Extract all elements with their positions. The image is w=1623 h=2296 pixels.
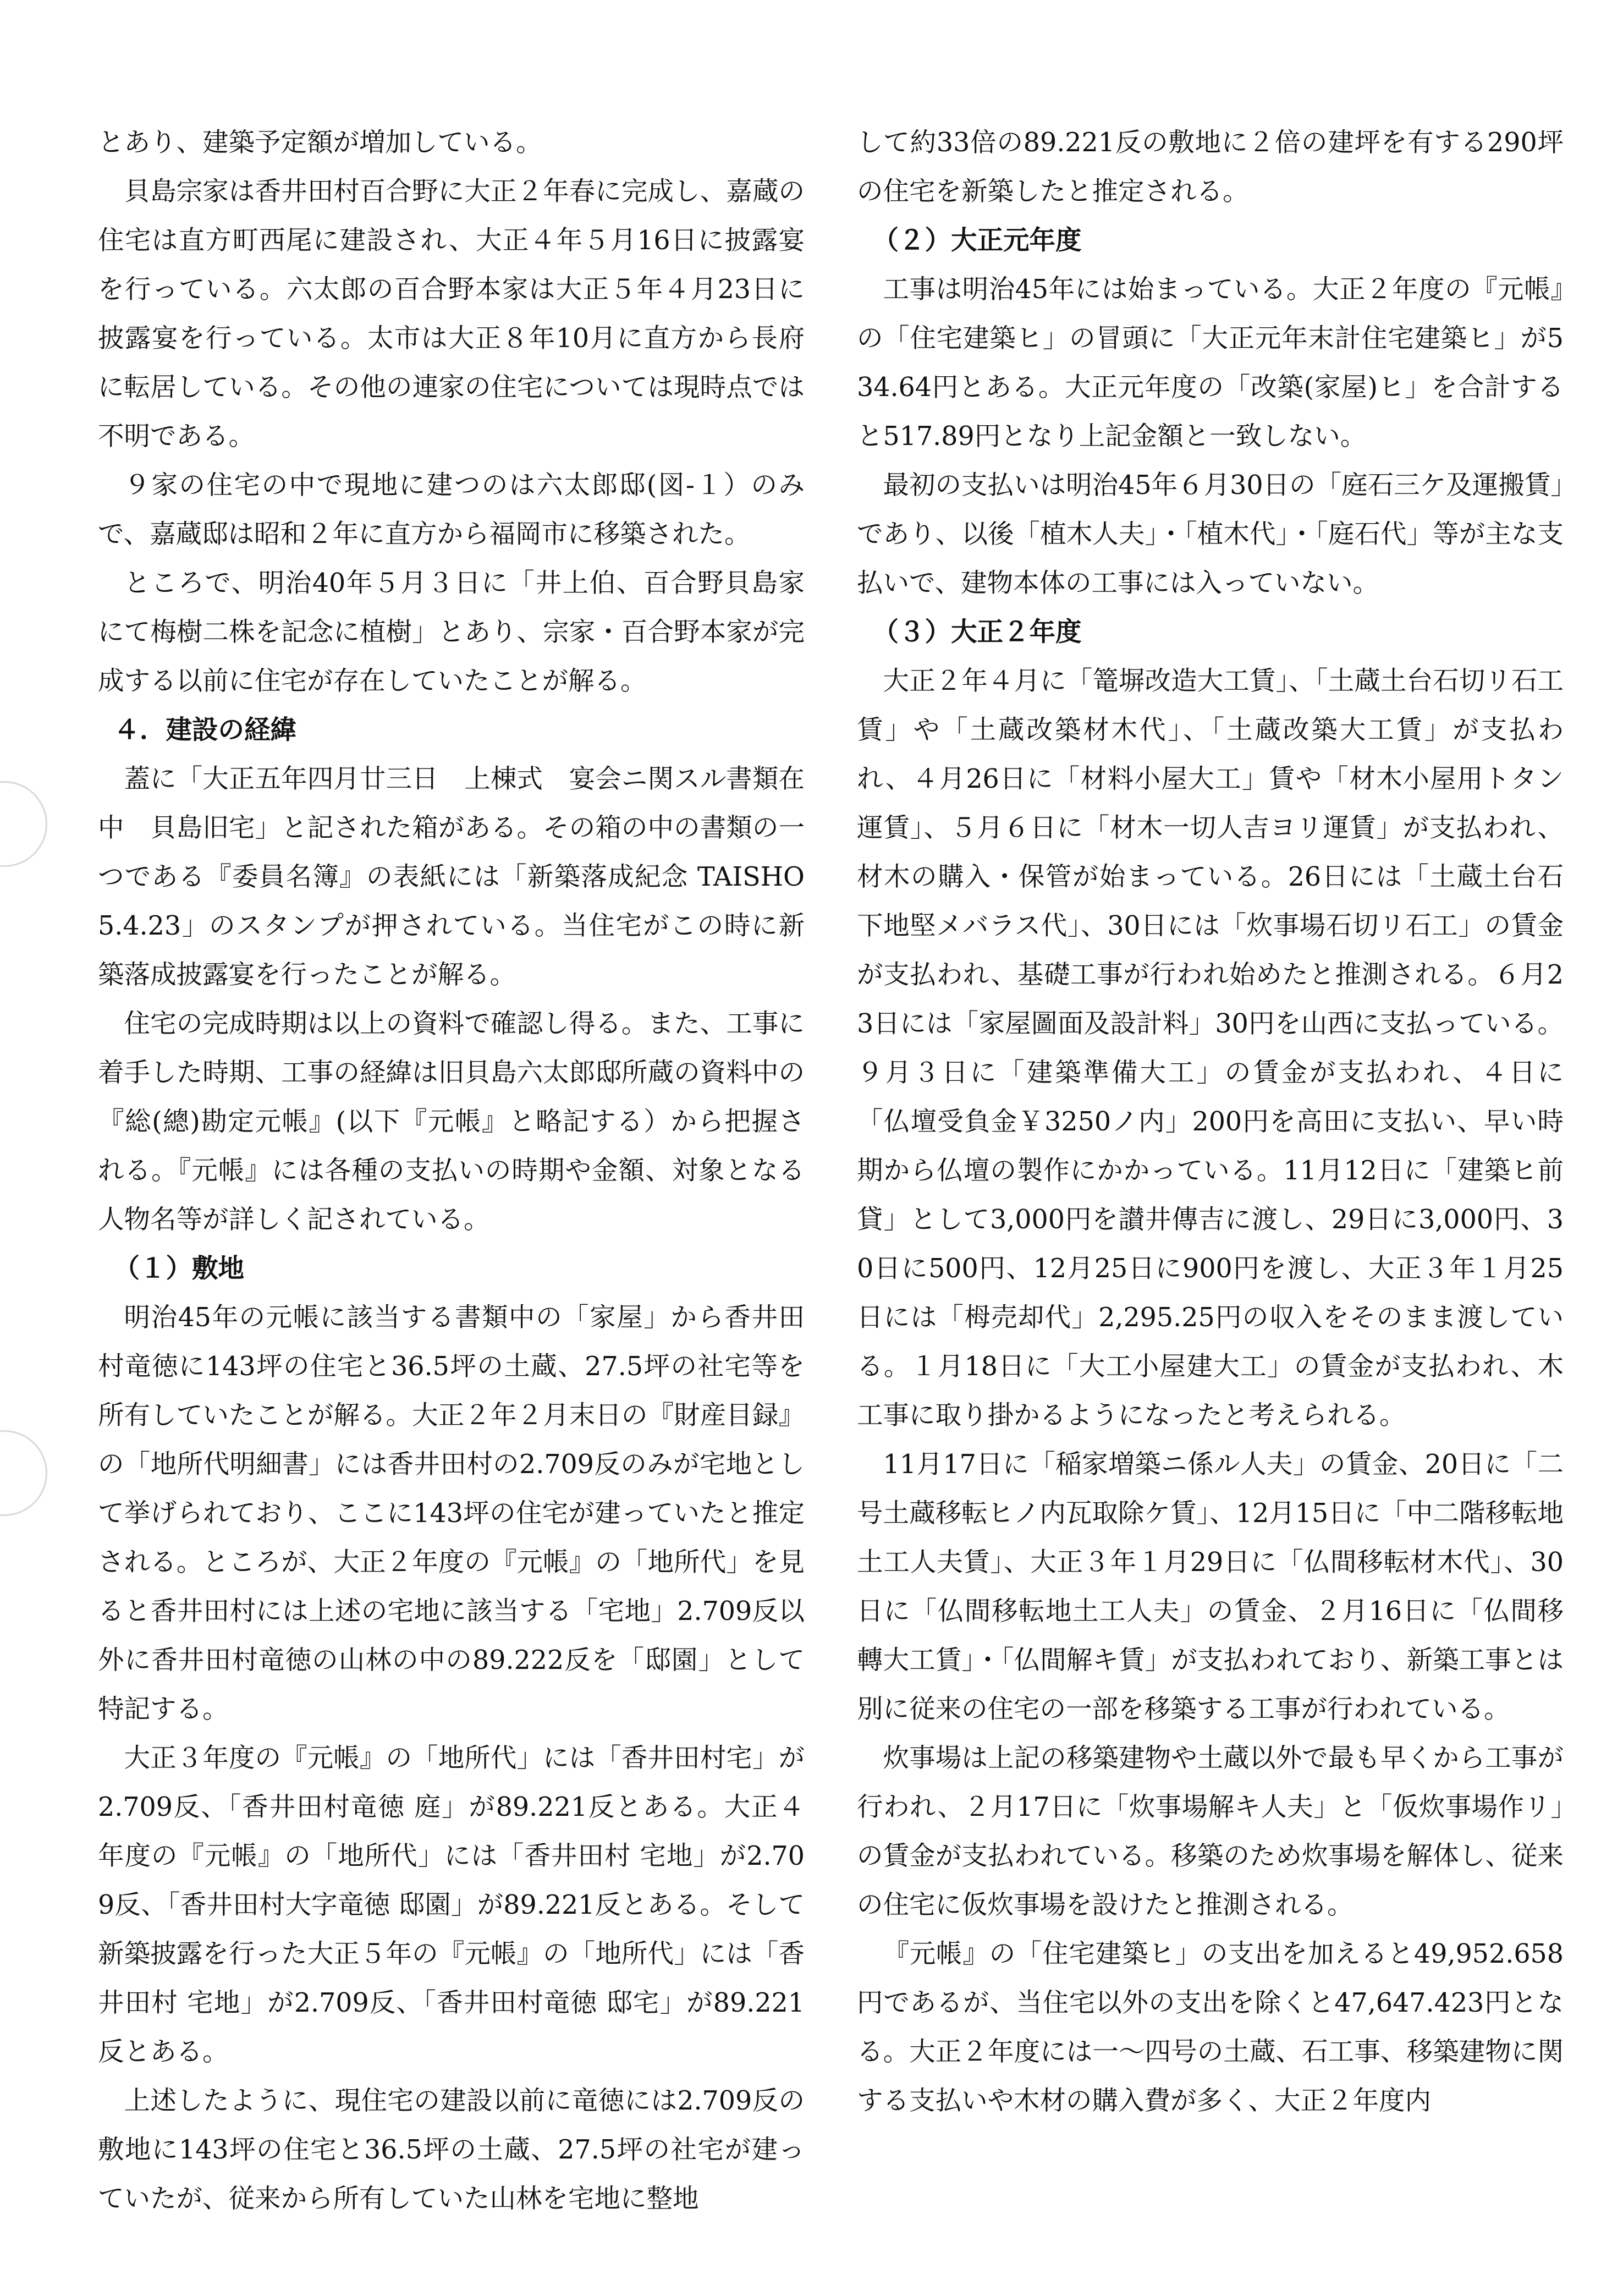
paragraph: 大正２年４月に「篭塀改造大工賃」、「土蔵土台石切リ石工賃」や「土蔵改築材木代」、「土蔵改築大工賃」が支払われ、４月26日に「材料小屋大工」賃や「材木小屋用トタン運賃」、５月６日に「材木一切人吉ヨリ運賃」が支払われ、材木の購入・保管が始まっている。26日には「土蔵土台石下地堅メバラス代」、30日には「炊事場石切リ石工」の賃金が支払われ、基礎工事が行われ始めたと推測される。６月23日には「家屋圖面及設計料」30円を山西に支払っている。９月３日に「建築準備大工」の賃金が支払われ、４日に「仏壇受負金￥3250ノ内」200円を高田に支払い、早い時期から仏壇の製作にかかっている。11月12日に「建築ヒ前貸」として3,000円を讃井傳吉に渡し、29日に3,000円、30日に500円、12月25日に900円を渡し、大正３年１月25日には「栂売却代」2,295.25円の収入をそのまま渡している。１月18日に「大工小屋建大工」の賃金が支払われ、木工事に取り掛かるようになったと考えられる。 [857,666,1564,1431]
paragraph: ところで、明治40年５月３日に「井上伯、百合野貝島家にて梅樹二株を記念に植樹」とあり、宗家・百合野本家が完成する以前に住宅が存在していたことが解る。 [98,568,805,696]
paragraph: 炊事場は上記の移築建物や土蔵以外で最も早くから工事が行われ、２月17日に「炊事場解キ人夫」と「仮炊事場作リ」の賃金が支払われている。移築のため炊事場を解体し、従来の住宅に仮炊事場を設けたと推測される。 [857,1743,1564,1920]
paragraph: とあり、建築予定額が増加している。 [98,128,542,158]
paragraph: 上述したように、現住宅の建設以前に竜徳には2.709反の敷地に143坪の住宅と36.5坪の土蔵、27.5坪の社宅が建っていたが、従来から所有していた山林を宅地に整地 [98,2086,805,2214]
paragraph: 最初の支払いは明治45年６月30日の「庭石三ケ及運搬賃」であり、以後「植木人夫」・「植木代」・「庭石代」等が主な支払いで、建物本体の工事には入っていない。 [857,470,1564,598]
paragraph: 住宅の完成時期は以上の資料で確認し得る。また、工事に着手した時期、工事の経緯は旧貝島六太郎邸所蔵の資料中の『総(總)勘定元帳』(以下『元帳』と略記する）から把握される。『元帳』には各種の支払いの時期や金額、対象となる人物名等が詳しく記されている。 [98,1009,805,1235]
paragraph: ９家の住宅の中で現地に建つのは六太郎邸(図-１）のみで、嘉蔵邸は昭和２年に直方から福岡市に移築された。 [98,470,805,550]
left-column [98,118,805,2223]
right-column [857,118,1564,2125]
paragraph: して約33倍の89.221反の敷地に２倍の建坪を有する290坪の住宅を新築したと推定される。 [857,128,1564,207]
punch-hole-mark [0,781,47,867]
subsection-heading: （１）敷地 [113,1253,244,1284]
paragraph: 明治45年の元帳に該当する書類中の「家屋」から香井田村竜徳に143坪の住宅と36.5坪の土蔵、27.5坪の社宅等を所有していたことが解る。大正２年２月末日の『財産目録』の「地所代明細書」には香井田村の2.709反のみが宅地として挙げられており、ここに143坪の住宅が建っていたと推定される。ところが、大正２年度の『元帳』の「地所代」を見ると香井田村には上述の宅地に該当する「宅地」2.709反以外に香井田村竜徳の山林の中の89.222反を「邸園」として特記する。 [98,1303,805,1724]
subsection-heading: （３）大正２年度 [872,617,1082,647]
paragraph: 蓋に「大正五年四月廿三日 上棟式 宴会ニ関スル書類在中 貝島旧宅」と記された箱がある。その箱の中の書類の一つである『委員名簿』の表紙には「新築落成紀念 TAISHO 5.4.23」のスタンプが押されている。当住宅がこの時に新築落成披露宴を行ったことが解る。 [98,764,805,990]
paragraph: 貝島宗家は香井田村百合野に大正２年春に完成し、嘉蔵の住宅は直方町西尾に建設され、大正４年５月16日に披露宴を行っている。六太郎の百合野本家は大正５年４月23日に披露宴を行っている。太市は大正８年10月に直方から長府に転居している。その他の連家の住宅については現時点では不明である。 [98,177,805,452]
paragraph: 工事は明治45年には始まっている。大正２年度の『元帳』の「住宅建築ヒ」の冒頭に「大正元年末計住宅建築ヒ」が534.64円とある。大正元年度の「改築(家屋)ヒ」を合計すると517.89円となり上記金額と一致しない。 [857,274,1564,452]
paragraph: 大正３年度の『元帳』の「地所代」には「香井田村宅」が2.709反、「香井田村竜徳 庭」が89.221反とある。大正４年度の『元帳』の「地所代」には「香井田村 宅地」が2.709反、「香井田村大字竜徳 邸園」が89.221反とある。そして新築披露を行った大正５年の『元帳』の「地所代」には「香井田村 宅地」が2.709反、「香井田村竜徳 邸宅」が89.221反とある。 [98,1743,805,2067]
paragraph: 11月17日に「稲家増築ニ係ル人夫」の賃金、20日に「二号土蔵移転ヒノ内瓦取除ケ賃」、12月15日に「中二階移転地土工人夫賃」、大正３年１月29日に「仏間移転材木代」、30日に「仏間移転地土工人夫」の賃金、２月16日に「仏間移轉大工賃」・「仏間解キ賃」が支払われており、新築工事とは別に従来の住宅の一部を移築する工事が行われている。 [857,1449,1564,1724]
punch-hole-mark [0,1430,47,1516]
section-heading: ４．建設の経緯 [113,715,296,745]
subsection-heading: （２）大正元年度 [872,225,1082,256]
paragraph: 『元帳』の「住宅建築ヒ」の支出を加えると49,952.658円であるが、当住宅以外の支出を除くと47,647.423円となる。大正２年度には一〜四号の土蔵、石工事、移築建物に関する支払いや木材の購入費が多く、大正２年度内 [857,1939,1564,2116]
